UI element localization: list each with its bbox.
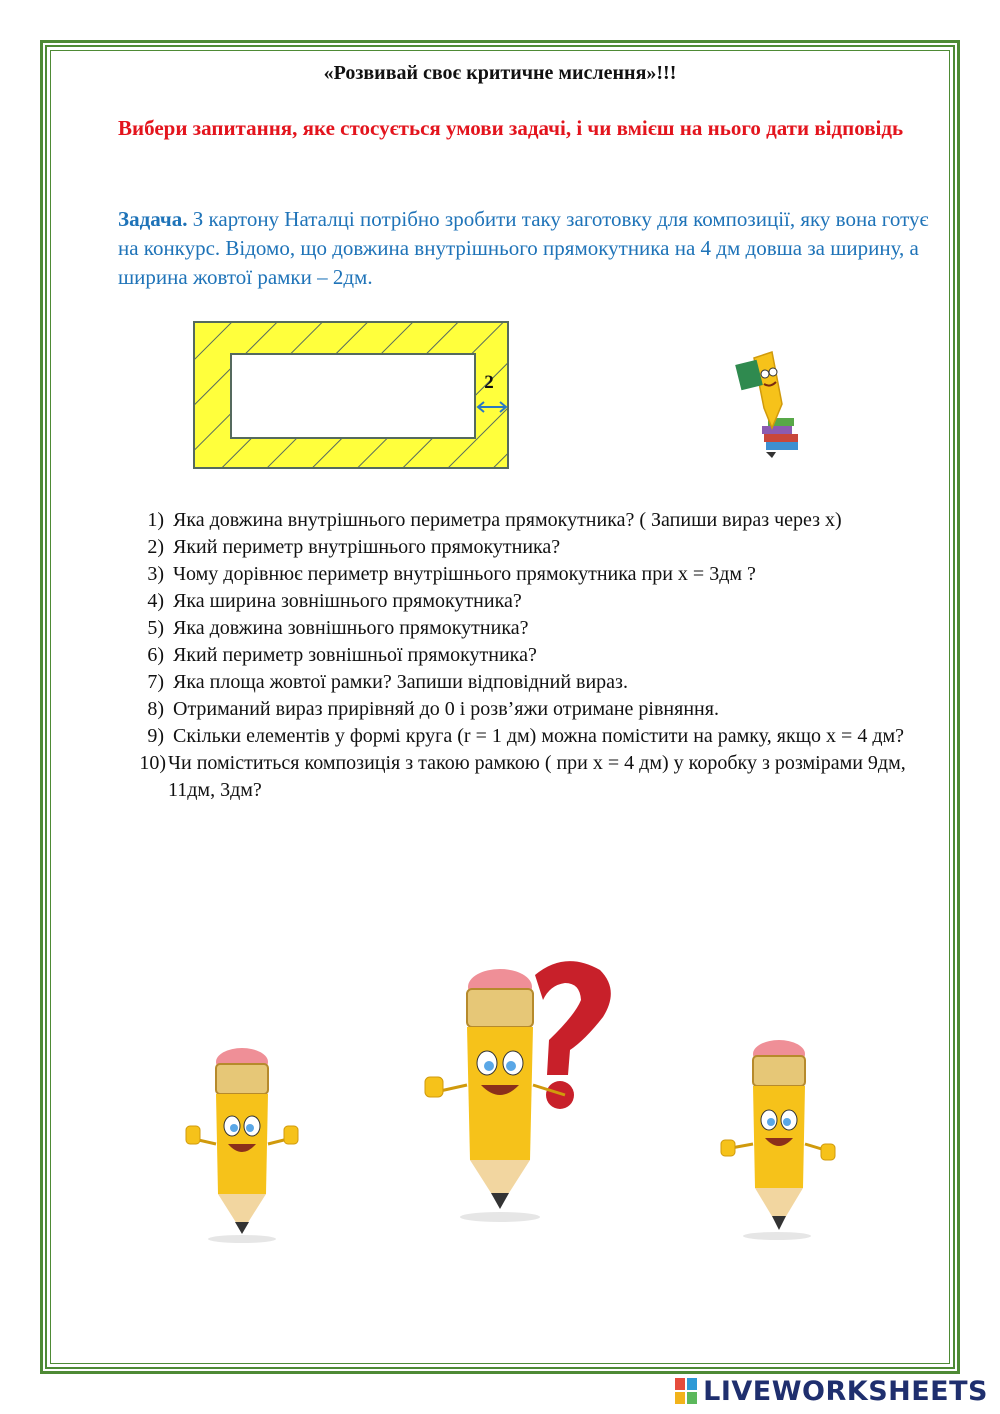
pencil-thumbs-up-illustration [180, 1044, 310, 1244]
question-number: 9) [147, 725, 164, 747]
question-number: 3) [147, 563, 164, 585]
frame-width-label: 2 [484, 372, 494, 393]
logo-mark-icon [675, 1378, 697, 1404]
question-item [118, 507, 938, 534]
question-text: Чи поміститься композиція з такою рамкою ( при x = 4 дм) у коробку з розмірами 9дм, 11дм, 3дм? [168, 752, 906, 801]
pencil-pointing-illustration [715, 1036, 845, 1241]
question-item [118, 561, 938, 588]
task-paragraph [118, 205, 948, 292]
question-item [118, 723, 938, 750]
question-text: Яка ширина зовнішнього прямокутника? [173, 590, 522, 612]
question-number: 2) [147, 536, 164, 558]
question-number: 8) [147, 698, 164, 720]
question-text: Скільки елементів у формі круга (r = 1 дм) можна помістити на рамку, якщо x = 4 дм? [173, 725, 905, 747]
question-number: 10) [139, 752, 166, 774]
question-text: Яка площа жовтої рамки? Запиши відповідний вираз. [173, 671, 628, 693]
question-item [118, 534, 938, 561]
questions-list [118, 507, 938, 804]
question-text: Яка довжина зовнішнього прямокутника? [173, 617, 529, 639]
question-text: Отриманий вираз прирівняй до 0 і розв’яжи отримане рівняння. [173, 698, 719, 720]
task-label: Задача. [118, 207, 188, 231]
question-item [118, 696, 938, 723]
question-number: 4) [147, 590, 164, 612]
task-text: З картону Наталці потрібно зробити таку заготовку для композиції, яку вона готує на конкурс. Відомо, що довжина внутрішнього прямокутника на 4 дм довша за ширину, а ширина жовтої рамки – 2дм. [118, 207, 929, 289]
question-number: 1) [147, 509, 164, 531]
question-item [118, 669, 938, 696]
logo-text: LIVEWORKSHEETS [703, 1375, 988, 1407]
question-text: Яка довжина внутрішнього периметра прямокутника? ( Запиши вираз через x) [173, 509, 842, 531]
question-item [118, 615, 938, 642]
pencil-question-illustration [415, 955, 625, 1225]
reading-pencil-illustration [732, 348, 804, 458]
question-text: Який периметр внутрішнього прямокутника? [173, 536, 561, 558]
frame-diagram [190, 318, 515, 473]
instruction-text: Вибери запитання, яке стосується умови задачі, і чи вмієш на нього дати відповідь [118, 116, 904, 140]
question-text: Який периметр зовнішньої прямокутника? [173, 644, 537, 666]
question-number: 7) [147, 671, 164, 693]
question-item [118, 588, 938, 615]
question-item [118, 642, 938, 669]
question-number: 6) [147, 644, 164, 666]
worksheet-title: «Розвивай своє критичне мислення»!!! [323, 62, 677, 84]
question-text: Чому дорівнює периметр внутрішнього прямокутника при x = 3дм ? [173, 563, 756, 585]
liveworksheets-logo [675, 1374, 988, 1408]
question-number: 5) [147, 617, 164, 639]
question-item [118, 750, 938, 804]
inner-rectangle [231, 354, 475, 438]
